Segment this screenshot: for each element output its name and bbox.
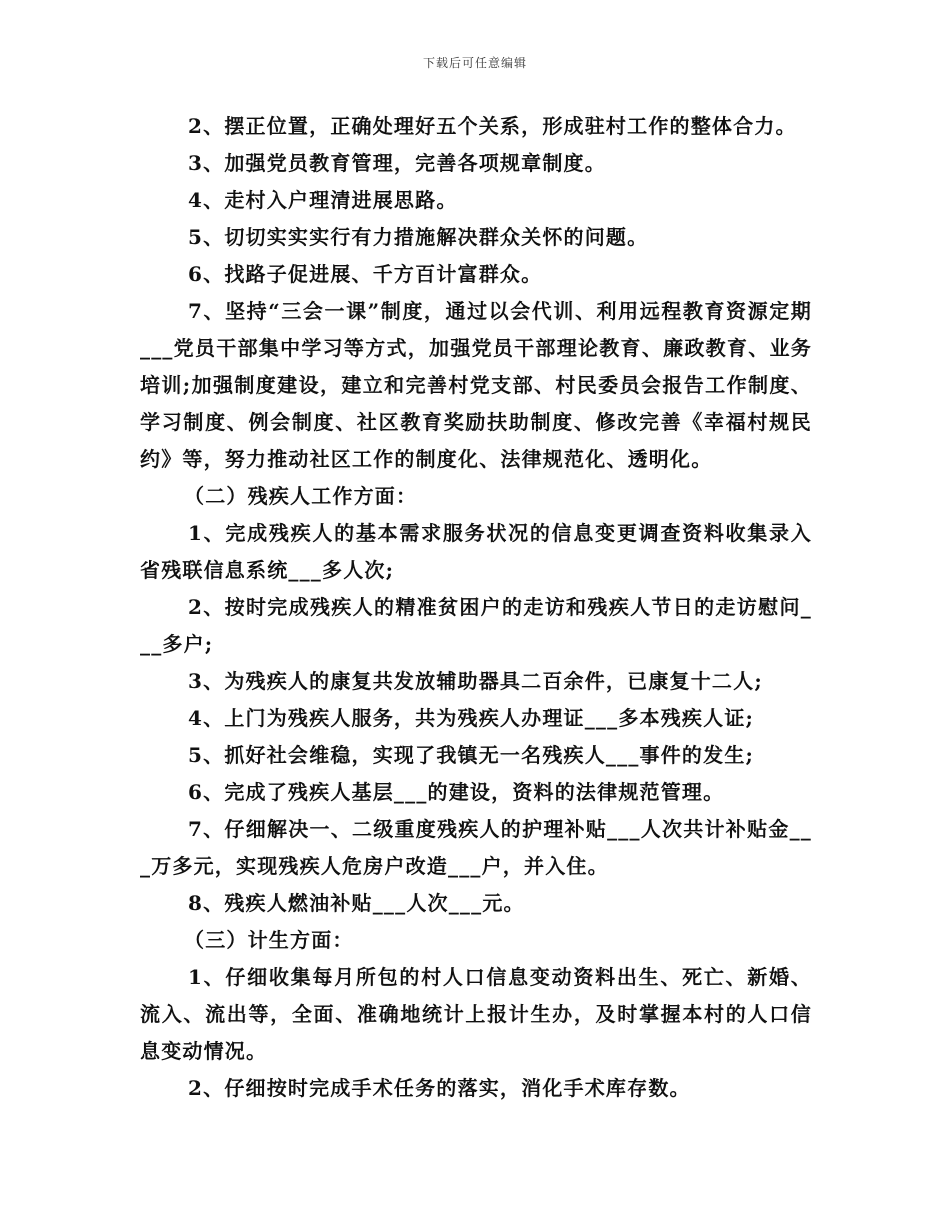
- planning-item-2: 2、仔细按时完成手术任务的落实，消化手术库存数。: [188, 1076, 691, 1100]
- disabled-item-8: 8、残疾人燃油补贴___人次___元。: [188, 891, 525, 915]
- item-4-village-visits: 4、走村入户理清进展思路。: [188, 188, 458, 212]
- disabled-item-5: 5、抓好社会维稳，实现了我镇无一名残疾人___事件的发生;: [188, 743, 755, 767]
- disabled-item-6: 6、完成了残疾人基层___的建设，资料的法律规范管理。: [188, 780, 725, 804]
- item-6-prosperity: 6、找路子促进展、千方百计富群众。: [188, 262, 543, 286]
- planning-item-1: 1、仔细收集每月所包的村人口信息变动资料出生、死亡、新婚、流入、流出等，全面、准确地统计上报计生办，及时掌握本村的人口信息变动情况。: [140, 965, 812, 1063]
- section-family-planning: （三）计生方面：: [184, 928, 354, 952]
- section-disabled-work: （二）残疾人工作方面：: [184, 484, 418, 508]
- disabled-item-7: 7、仔细解决一、二级重度残疾人的护理补贴___人次共计补贴金___万多元，实现残疾人危房户改造___户，并入住。: [140, 817, 812, 878]
- item-5-measures: 5、切切实实实行有力措施解决群众关怀的问题。: [188, 225, 649, 249]
- item-7-three-meetings: 7、坚持“三会一课”制度，通过以会代训、利用远程教育资源定期___党员干部集中学习等方式，加强党员干部理论教育、廉政教育、业务培训;加强制度建设，建立和完善村党支部、村民委员会报告工作制度、学习制度、例会制度、社区教育奖励扶助制度、修改完善《幸福村规民约》等，努力推动社区工作的制度化、法律规范化、透明化。: [140, 299, 812, 471]
- disabled-item-1: 1、完成残疾人的基本需求服务状况的信息变更调查资料收集录入省残联信息系统___多人次;: [140, 521, 812, 582]
- page-header: 下载后可任意编辑: [422, 56, 527, 70]
- item-3-party-education: 3、加强党员教育管理，完善各项规章制度。: [188, 151, 606, 175]
- document-body: [140, 108, 812, 1107]
- disabled-item-3: 3、为残疾人的康复共发放辅助器具二百余件，已康复十二人;: [188, 669, 763, 693]
- item-2-position: 2、摆正位置，正确处理好五个关系，形成驻村工作的整体合力。: [188, 114, 797, 138]
- disabled-item-2: 2、按时完成残疾人的精准贫困户的走访和残疾人节日的走访慰问___多户;: [140, 595, 812, 656]
- disabled-item-4: 4、上门为残疾人服务，共为残疾人办理证___多本残疾人证;: [188, 706, 755, 730]
